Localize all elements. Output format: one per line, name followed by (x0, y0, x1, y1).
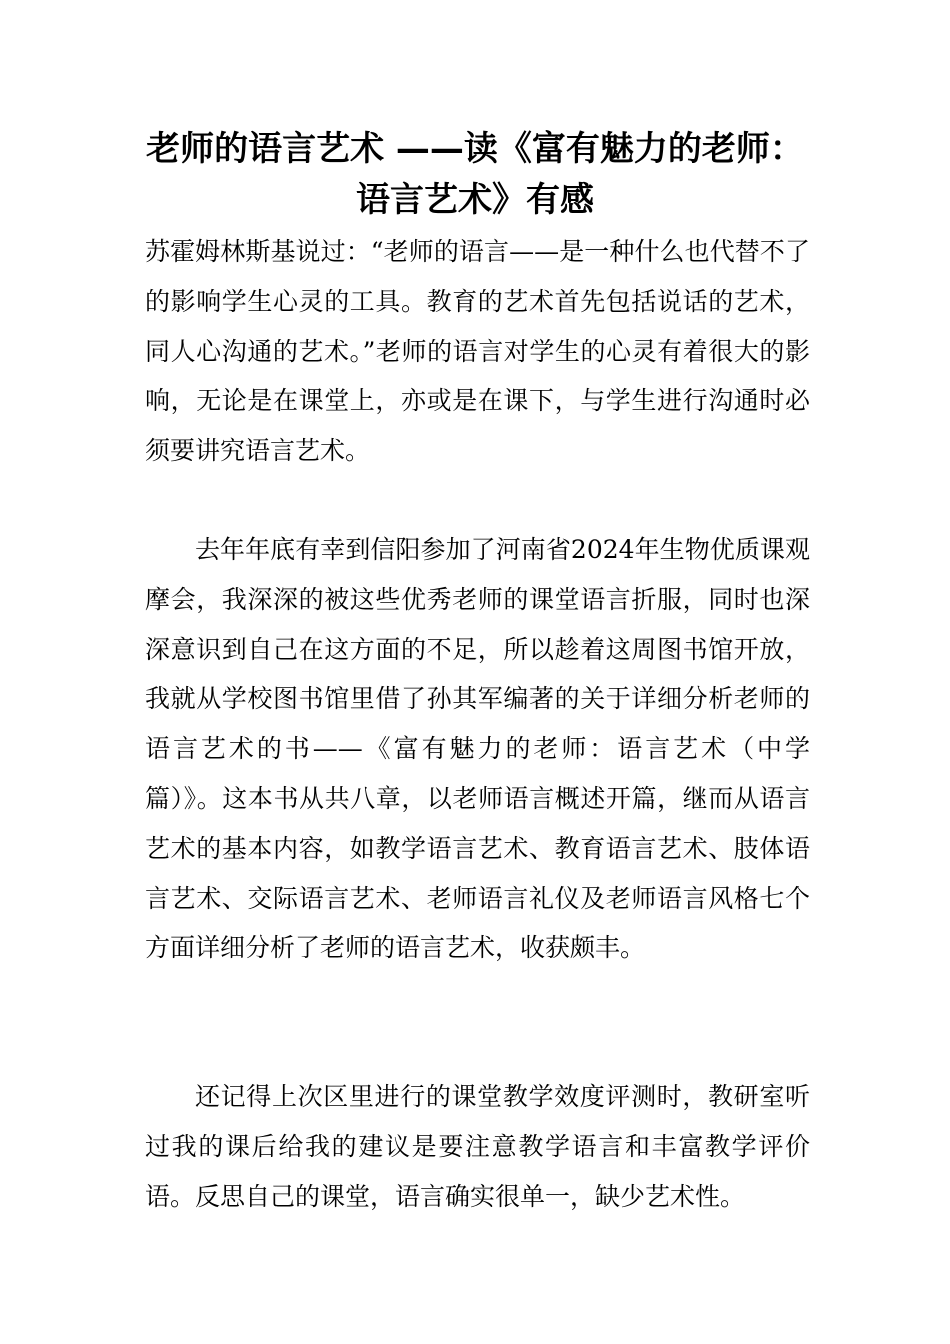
document-title: 老师的语言艺术 ——读《富有魅力的老师：语言艺术》有感 (146, 129, 804, 220)
paragraph-1: 苏霍姆林斯基说过：“老师的语言——是一种什么也代替不了的影响学生心灵的工具。教育的艺术首先包括说话的艺术，同人心沟通的艺术。”老师的语言对学生的心灵有着很大的影响，无论是在课堂上，亦或是在课下，与学生进行沟通时必须要讲究语言艺术。 (145, 237, 810, 466)
paragraph-2: 去年年底有幸到信阳参加了河南省2024年生物优质课观摩会，我深深的被这些优秀老师的课堂语言折服，同时也深深意识到自己在这方面的不足，所以趁着这周图书馆开放，我就从学校图书馆里借了孙其军编著的关于详细分析老师的语言艺术的书——《富有魅力的老师：语言艺术（中学篇）》。这本书从共八章，以老师语言概述开篇，继而从语言艺术的基本内容，如教学语言艺术、教育语言艺术、肢体语言艺术、交际语言艺术、老师语言礼仪及老师语言风格七个方面详细分析了老师的语言艺术，收获颇丰。 (145, 535, 810, 963)
paragraph-3: 还记得上次区里进行的课堂教学效度评测时，教研室听过我的课后给我的建议是要注意教学语言和丰富教学评价语。反思自己的课堂，语言确实很单一，缺少艺术性。 (145, 1082, 810, 1211)
